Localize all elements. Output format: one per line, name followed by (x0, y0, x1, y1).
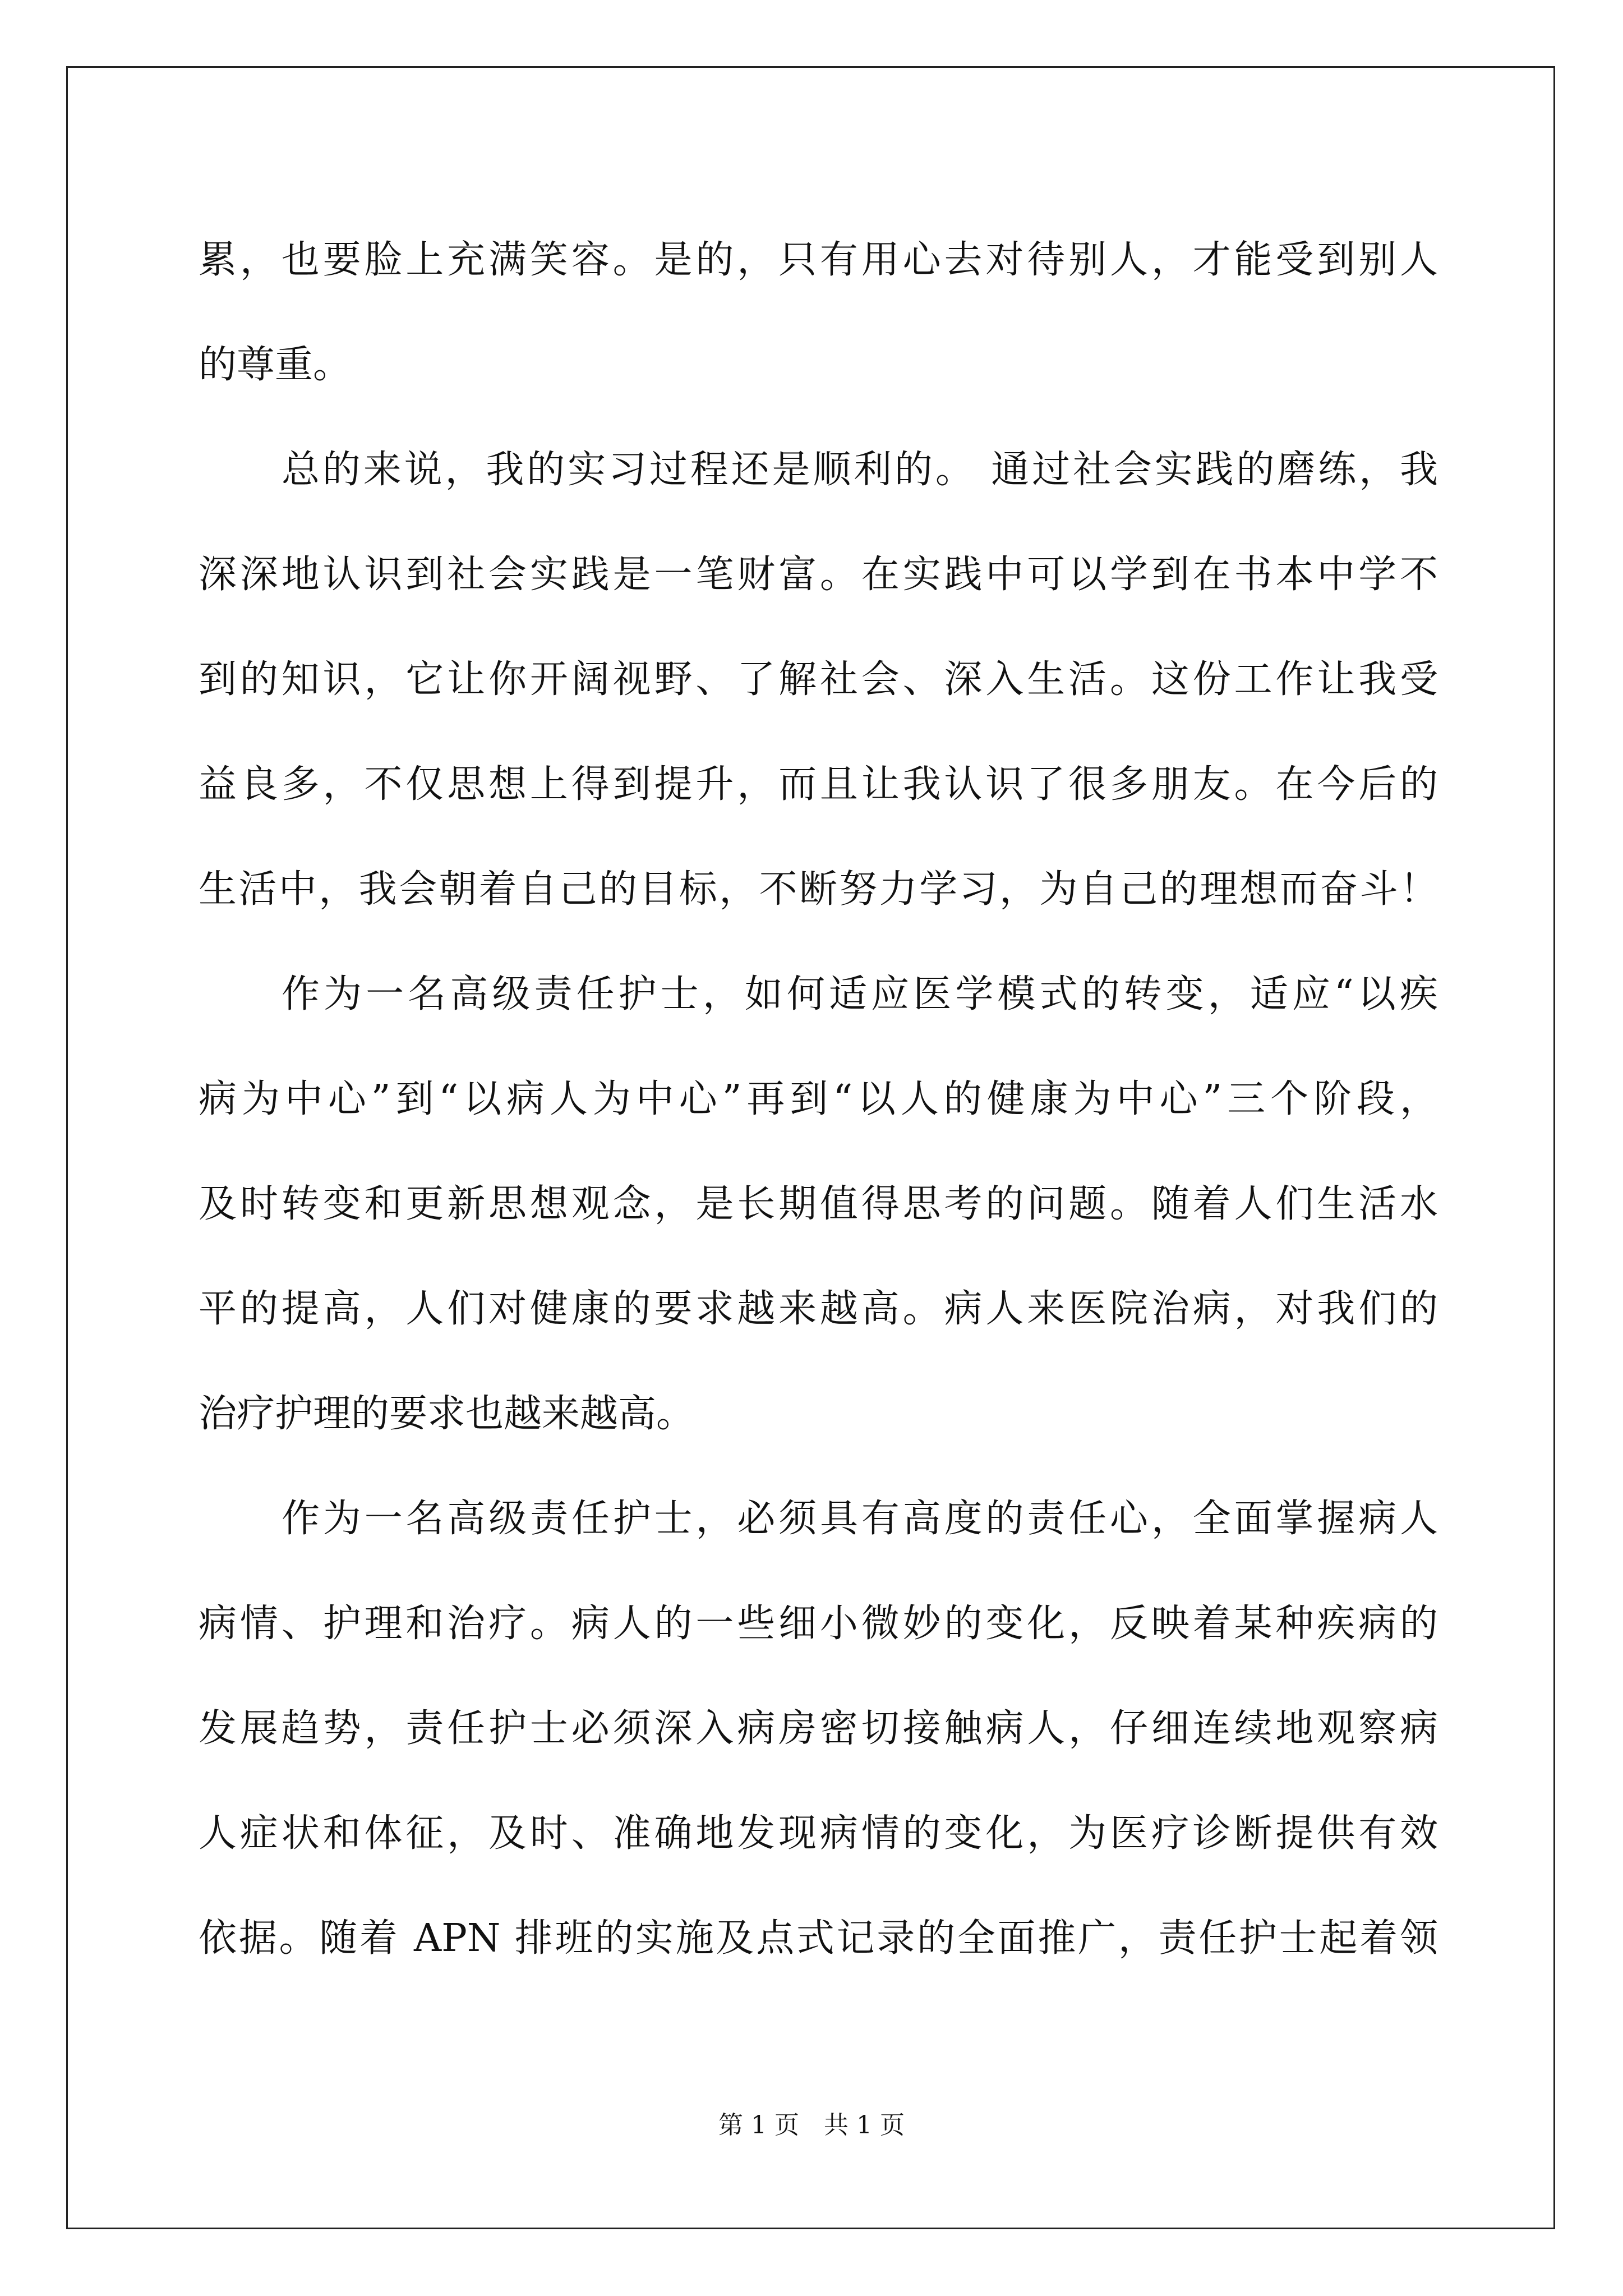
text-line: 益良多，不仅思想上得到提升，而且让我认识了很多朋友。在今后的 (199, 762, 1438, 807)
text-line: 依据。随着 APN 排班的实施及点式记录的全面推广，责任护士起着领 (199, 1916, 1438, 1961)
text-line: 生活中，我会朝着自己的目标，不断努力学习，为自己的理想而奋斗！ (199, 867, 1438, 912)
text-line: 病情、护理和治疗。病人的一些细小微妙的变化，反映着某种疾病的 (199, 1602, 1438, 1646)
text-line: 病为中心”到“以病人为中心”再到“以人的健康为中心”三个阶段， (199, 1077, 1438, 1121)
page-footer: 第 1 页 共 1 页 (718, 2111, 905, 2139)
document-body (199, 208, 1438, 1991)
text-line: 人症状和体征，及时、准确地发现病情的变化，为医疗诊断提供有效 (199, 1811, 1438, 1856)
text-line: 及时转变和更新思想观念，是长期值得思考的问题。随着人们生活水 (199, 1182, 1438, 1226)
text-line: 的尊重。 (199, 343, 352, 387)
text-line: 总的来说，我的实习过程还是顺利的。 通过社会实践的磨练，我 (282, 448, 1438, 492)
text-line: 平的提高，人们对健康的要求越来越高。病人来医院治病，对我们的 (199, 1287, 1438, 1331)
text-line: 深深地认识到社会实践是一笔财富。在实践中可以学到在书本中学不 (199, 553, 1438, 597)
text-line: 到的知识，它让你开阔视野、了解社会、深入生活。这份工作让我受 (199, 657, 1438, 702)
text-line: 发展趋势，责任护士必须深入病房密切接触病人，仔细连续地观察病 (199, 1706, 1438, 1751)
text-line: 作为一名高级责任护士，必须具有高度的责任心，全面掌握病人 (282, 1497, 1438, 1541)
text-line: 累，也要脸上充满笑容。是的，只有用心去对待别人，才能受到别人 (199, 238, 1438, 282)
text-line: 治疗护理的要求也越来越高。 (199, 1392, 695, 1436)
text-line: 作为一名高级责任护士，如何适应医学模式的转变，适应“以疾 (282, 972, 1438, 1016)
